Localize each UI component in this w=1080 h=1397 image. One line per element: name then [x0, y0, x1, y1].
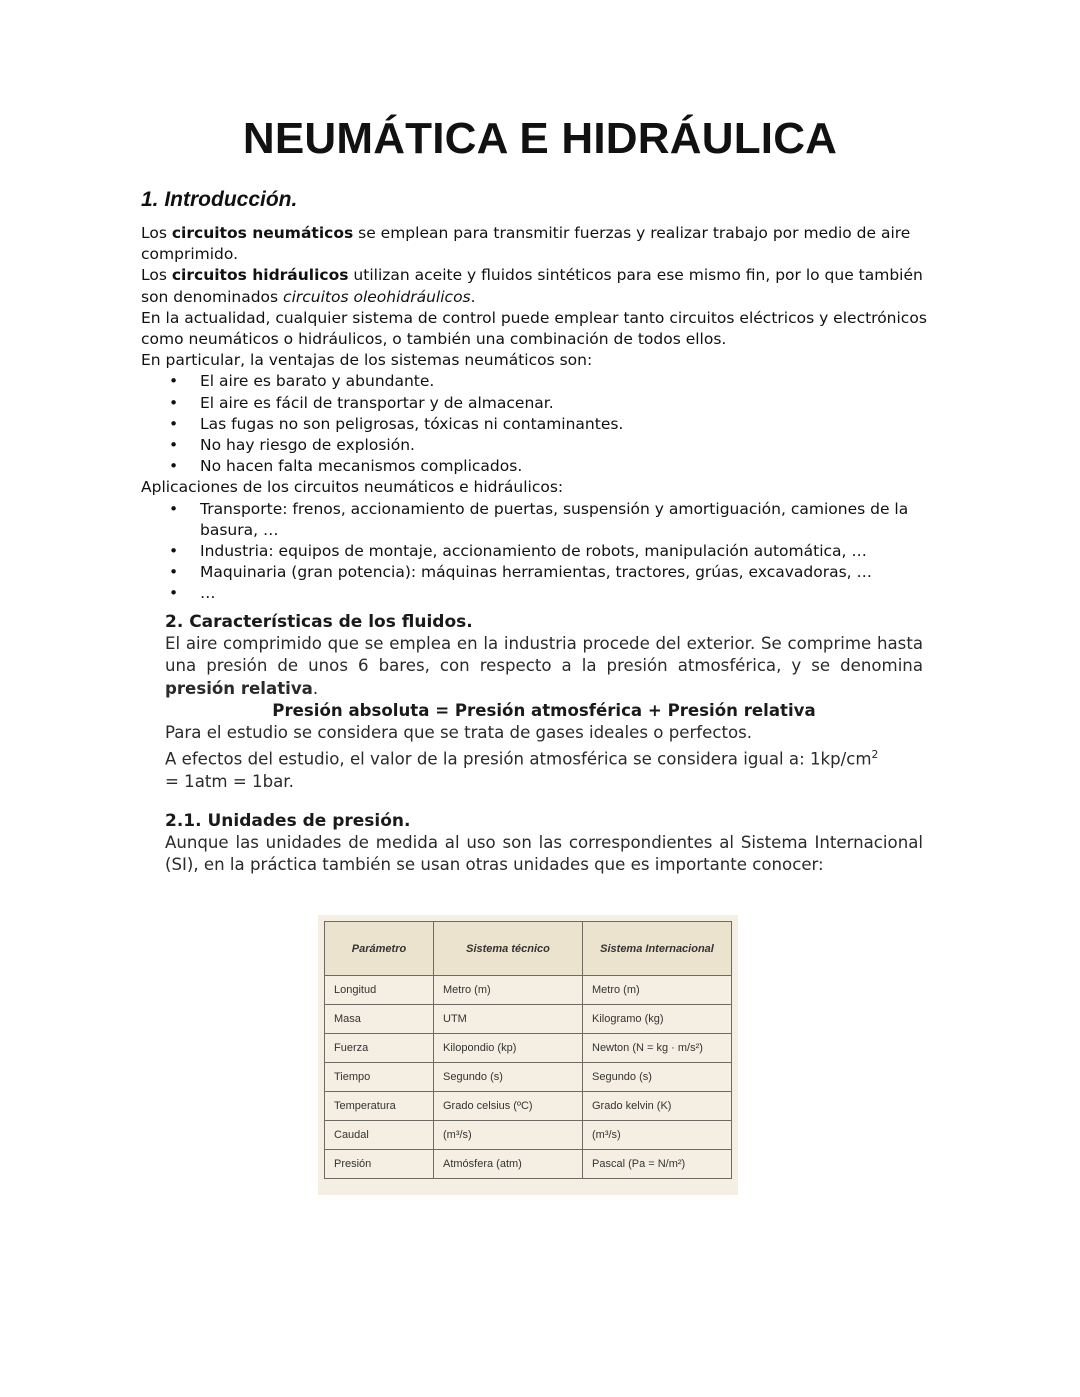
list-item-text: Industria: equipos de montaje, accionamiento de robots, manipulación automática, … [200, 542, 867, 561]
table-cell: Presión [325, 1150, 434, 1179]
section-heading-unidades: 2.1. Unidades de presión. [165, 811, 411, 831]
table-cell: Segundo (s) [434, 1063, 583, 1092]
paragraph: En la actualidad, cualquier sistema de control puede emplear tanto circuitos eléctricos y electrónicos como neumáticos o hidráulicos, o también una combinación de todos ellos. [141, 308, 927, 349]
bullet-icon: • [169, 436, 179, 455]
table-cell: (m³/s) [434, 1121, 583, 1150]
table-row [325, 1121, 732, 1150]
units-table [324, 921, 732, 1179]
bullet-icon: • [169, 542, 179, 561]
list-item [141, 499, 941, 541]
table-cell: Longitud [325, 976, 434, 1005]
bullet-icon: • [169, 414, 179, 433]
table-cell: Tiempo [325, 1063, 434, 1092]
bullet-icon: • [169, 563, 179, 582]
table-cell: Newton (N = kg · m/s²) [583, 1034, 732, 1063]
table-cell: Atmósfera (atm) [434, 1150, 583, 1179]
bold-term: presión relativa [165, 678, 313, 698]
column-header: Sistema técnico [434, 922, 583, 976]
table-cell: Temperatura [325, 1092, 434, 1121]
paragraph: Para el estudio se considera que se trata de gases ideales o perfectos. [165, 723, 753, 743]
table-cell: Kilopondio (kp) [434, 1034, 583, 1063]
section-unidades-presion [165, 810, 923, 877]
units-table-image [318, 915, 738, 1195]
superscript: 2 [871, 748, 879, 762]
table-row [325, 1034, 732, 1063]
bullet-icon: • [169, 584, 179, 603]
text: = 1atm = 1bar. [165, 771, 294, 791]
list-item-text: El aire es barato y abundante. [200, 372, 435, 391]
bullet-icon: • [169, 393, 179, 412]
table-header-row [325, 922, 732, 976]
page-title: NEUMÁTICA E HIDRÁULICA [242, 114, 838, 163]
table-cell: Caudal [325, 1121, 434, 1150]
table-row [325, 1063, 732, 1092]
text: El aire comprimido que se emplea en la industria procede del exterior. Se comprime hasta una presión de unos 6 bares, con respecto a la presión atmosférica, y se denomina [165, 634, 923, 676]
paragraph: Aplicaciones de los circuitos neumáticos e hidráulicos: [141, 478, 564, 497]
table-cell: (m³/s) [583, 1121, 732, 1150]
table-cell: Metro (m) [434, 976, 583, 1005]
list-item-text: No hacen falta mecanismos complicados. [200, 457, 523, 476]
table-cell: Masa [325, 1005, 434, 1034]
table-row [325, 1150, 732, 1179]
table-row [325, 1092, 732, 1121]
text: . [312, 678, 319, 698]
table-cell: Segundo (s) [583, 1063, 732, 1092]
list-item [141, 456, 941, 477]
paragraph: En particular, la ventajas de los sistemas neumáticos son: [141, 351, 593, 370]
text: utilizan aceite y fluidos sintéticos para ese mismo fin, por lo que también son denominados [141, 266, 923, 306]
list-item [141, 393, 941, 414]
paragraph [141, 265, 941, 307]
column-header: Sistema Internacional [583, 922, 732, 976]
table-cell: Metro (m) [583, 976, 732, 1005]
table-cell: Pascal (Pa = N/m²) [583, 1150, 732, 1179]
section-caracteristicas [165, 611, 923, 793]
list-item [141, 435, 941, 456]
text: A efectos del estudio, el valor de la presión atmosférica se considera igual a: 1kp/cm [165, 749, 872, 769]
list-item-text: Las fugas no son peligrosas, tóxicas ni contaminantes. [200, 414, 624, 433]
text: . [470, 287, 476, 306]
bold-term: circuitos hidráulicos [171, 266, 349, 285]
list-item-text: El aire es fácil de transportar y de almacenar. [200, 393, 554, 412]
list-item-text: Transporte: frenos, accionamiento de puertas, suspensión y amortiguación, camiones de la basura, … [200, 499, 909, 539]
text: Los [141, 266, 172, 285]
table-cell: Fuerza [325, 1034, 434, 1063]
section-heading-caracteristicas: 2. Características de los fluidos. [165, 612, 473, 632]
table-row [325, 1005, 732, 1034]
list-item [141, 562, 941, 583]
advantages-list [141, 371, 941, 477]
applications-list [141, 499, 941, 605]
bullet-icon: • [169, 499, 179, 518]
list-item [141, 583, 941, 604]
bullet-icon: • [169, 457, 179, 476]
text: Los [141, 224, 172, 242]
intro-body [141, 223, 941, 605]
text: se emplean para transmitir fuerzas y realizar trabajo por medio de aire comprimido. [141, 224, 911, 264]
table-cell: Grado kelvin (K) [583, 1092, 732, 1121]
list-item-text: Maquinaria (gran potencia): máquinas herramientas, tractores, grúas, excavadoras, … [200, 563, 873, 582]
pressure-formula: Presión absoluta = Presión atmosférica + Presión relativa [272, 700, 816, 720]
section-heading-introduccion: 1. Introducción. [141, 188, 298, 211]
table-cell: Grado celsius (ºC) [434, 1092, 583, 1121]
list-item-text: … [200, 584, 216, 603]
list-item [141, 414, 941, 435]
table-cell: Kilogramo (kg) [583, 1005, 732, 1034]
table-cell: UTM [434, 1005, 583, 1034]
paragraph [141, 223, 941, 265]
column-header: Parámetro [325, 922, 434, 976]
bullet-icon: • [169, 372, 179, 391]
list-item-text: No hay riesgo de explosión. [200, 436, 415, 455]
paragraph [165, 744, 923, 793]
table-row [325, 976, 732, 1005]
paragraph [165, 633, 923, 700]
list-item [141, 371, 941, 392]
list-item [141, 541, 941, 562]
paragraph: Aunque las unidades de medida al uso son las correspondientes al Sistema Internacional (SI), en la práctica también se usan otras unidades que es importante conocer: [165, 833, 923, 875]
italic-term: circuitos oleohidráulicos [283, 287, 471, 306]
bold-term: circuitos neumáticos [171, 224, 354, 242]
